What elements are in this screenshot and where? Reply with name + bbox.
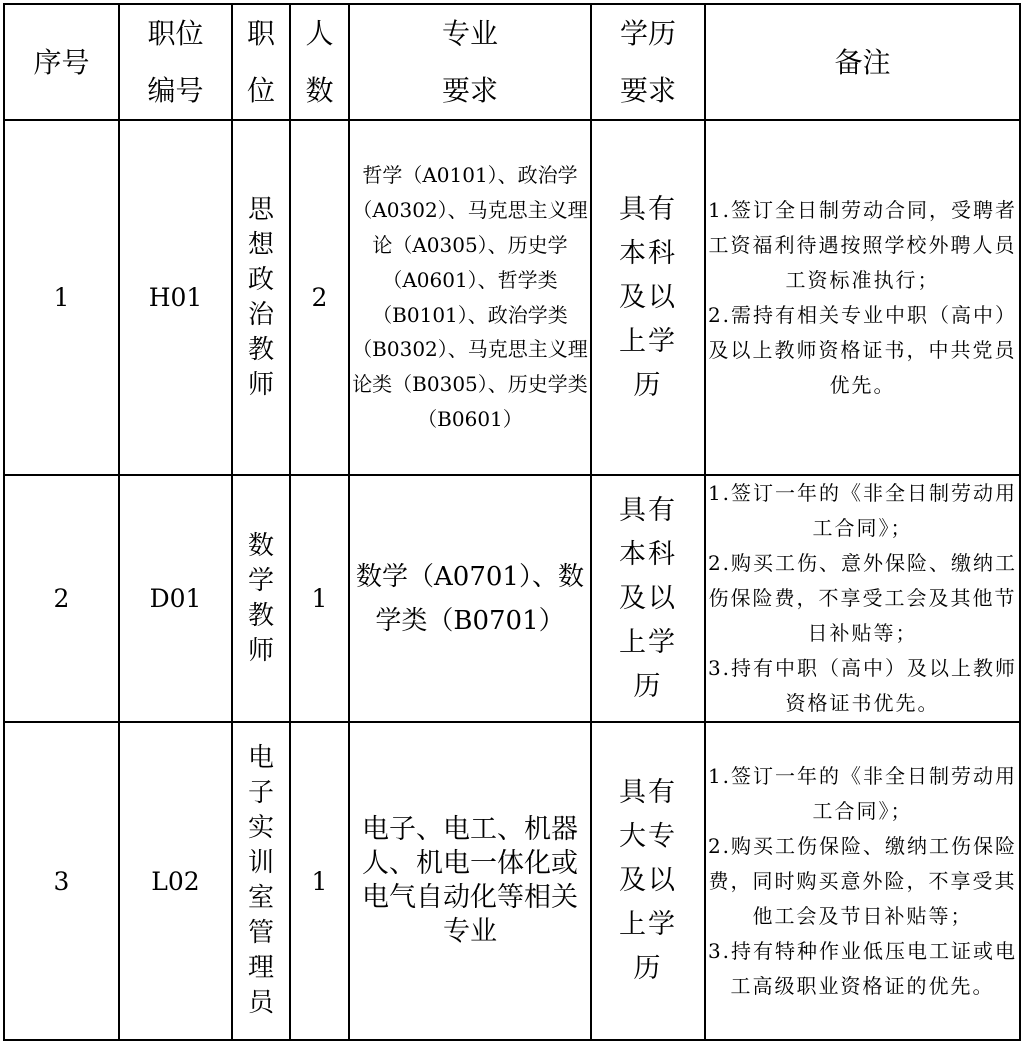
note-line: 3.持有中职（高中）及以上教师资格证书优先。 [707, 656, 1018, 715]
header-note: 备注 [705, 4, 1020, 120]
row-position: 思想政治教师 [232, 120, 290, 475]
note-line: 2.购买工伤、意外保险、缴纳工伤保险费，不享受工会及其他节日补贴等； [707, 551, 1018, 645]
row-code: H01 [119, 120, 232, 475]
row-count: 1 [290, 722, 349, 1040]
row-notes [705, 120, 1020, 475]
note-line: 1.签订全日制劳动合同，受聘者工资福利待遇按照学校外聘人员工资标准执行； [707, 197, 1018, 292]
row-seq: 3 [4, 722, 119, 1040]
row-notes [705, 475, 1020, 722]
note-line: 1.签订一年的《非全日制劳动用工合同》； [707, 763, 1018, 823]
header-seq: 序号 [4, 4, 119, 120]
note-line: 3.持有特种作业低压电工证或电工高级职业资格证的优先。 [707, 938, 1018, 998]
row-notes [705, 722, 1020, 1040]
row-seq: 2 [4, 475, 119, 722]
table-row [4, 722, 1020, 1040]
row-edu: 具有大专及以上学历 [591, 722, 705, 1040]
header-code: 职位 编号 [119, 4, 232, 120]
row-major: 哲学（A0101）、政治学（A0302）、马克思主义理论（A0305）、历史学（A0601）、哲学类（B0101）、政治学类（B0302）、马克思主义理论类（B0305）、历史学类（B0601） [349, 120, 591, 475]
row-code: D01 [119, 475, 232, 722]
row-major: 电子、电工、机器人、机电一体化或电气自动化等相关专业 [349, 722, 591, 1040]
table-row [4, 120, 1020, 475]
row-edu: 具有本科及以上学历 [591, 120, 705, 475]
note-line: 2.需持有相关专业中职（高中）及以上教师资格证书，中共党员优先。 [707, 302, 1018, 397]
row-count: 1 [290, 475, 349, 722]
row-edu: 具有本科及以上学历 [591, 475, 705, 722]
row-count: 2 [290, 120, 349, 475]
header-edu: 学历 要求 [591, 4, 705, 120]
row-position: 数学教师 [232, 475, 290, 722]
note-line: 1.签订一年的《非全日制劳动用工合同》； [707, 481, 1018, 540]
row-major: 数学（A0701）、数学类（B0701） [349, 475, 591, 722]
row-position: 电子实训室管理员 [232, 722, 290, 1040]
header-position: 职 位 [232, 4, 290, 120]
table-row [4, 475, 1020, 722]
row-code: L02 [119, 722, 232, 1040]
note-line: 2.购买工伤保险、缴纳工伤保险费，同时购买意外险，不享受其他工会及节日补贴等； [707, 833, 1018, 928]
job-table [3, 3, 1021, 1041]
header-row [4, 4, 1020, 120]
header-count: 人 数 [290, 4, 349, 120]
header-major: 专业 要求 [349, 4, 591, 120]
row-seq: 1 [4, 120, 119, 475]
